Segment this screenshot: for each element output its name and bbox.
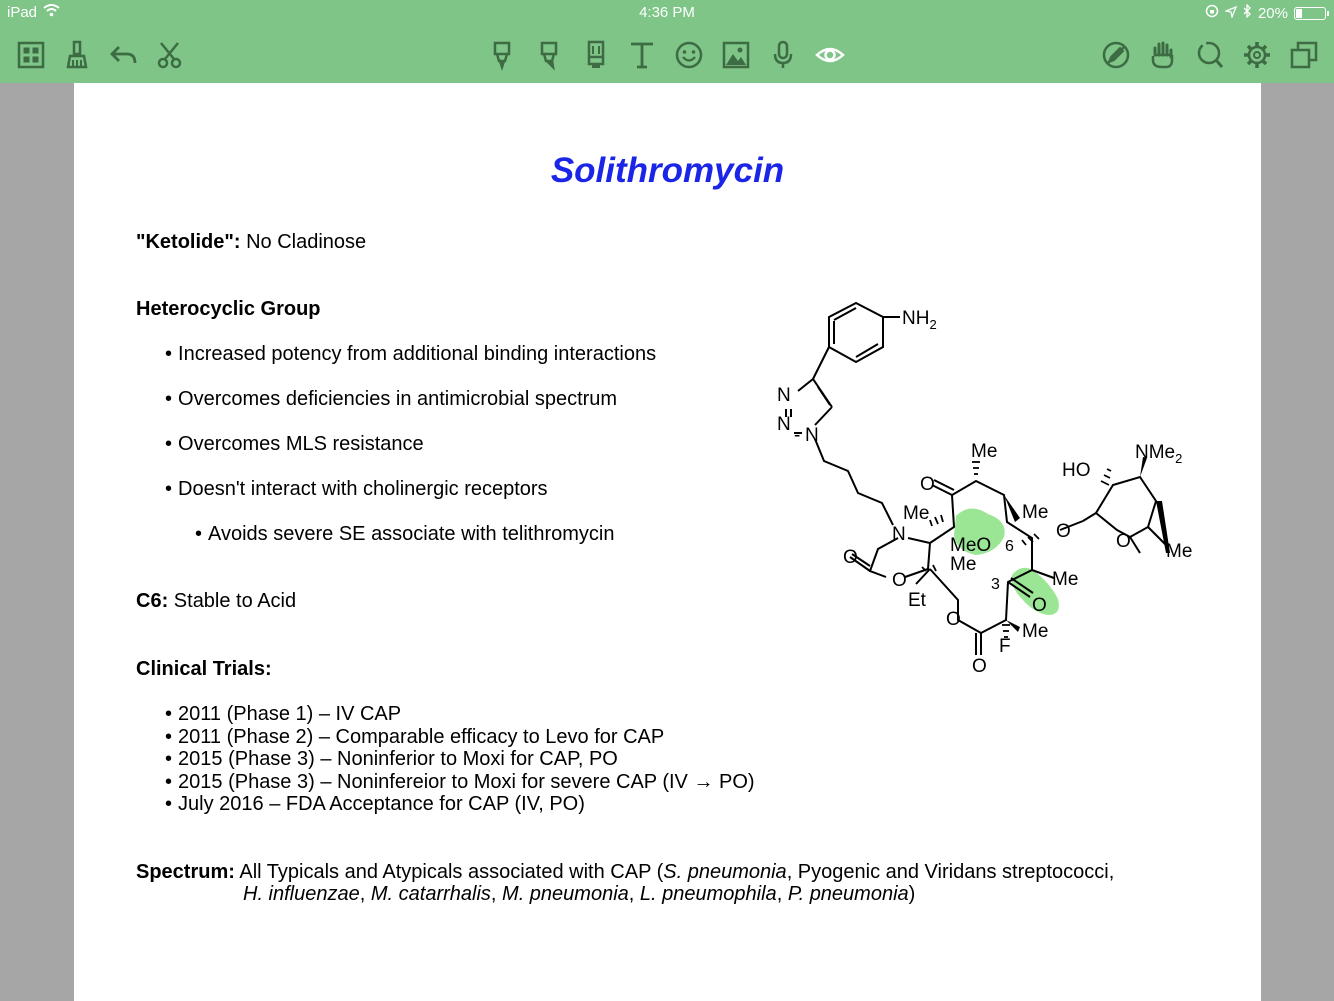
bullet-item: • Increased potency from additional binding interactions <box>165 343 656 366</box>
microphone-icon[interactable] <box>763 35 803 75</box>
sub-bullet-item: • Avoids severe SE associate with telithromycin <box>195 523 615 546</box>
ketolide-label: "Ketolide": <box>136 231 241 253</box>
label-f: F <box>999 636 1011 657</box>
label-me: Me <box>971 441 998 462</box>
settings-gear-icon[interactable] <box>1237 35 1277 75</box>
organism-h-influenzae: H. influenzae <box>243 883 360 905</box>
label-me: Me <box>903 503 930 524</box>
duplicate-pages-icon[interactable] <box>1284 35 1324 75</box>
label-o: O <box>1032 595 1047 616</box>
spectrum-line-2 <box>243 883 915 906</box>
label-n: N <box>892 524 906 545</box>
spectrum-label: Spectrum: <box>136 861 235 883</box>
label-o: O <box>972 656 987 675</box>
bluetooth-icon <box>1243 4 1252 22</box>
marker-icon[interactable] <box>576 35 616 75</box>
label-n: N <box>777 414 791 435</box>
organism-l-pneumophila: L. pneumophila <box>639 883 777 905</box>
trial-item: • 2015 (Phase 3) – Noninferior to Moxi for CAP, PO <box>165 748 618 771</box>
organism-p-pneumonia: P. pneumonia <box>787 883 909 905</box>
undo-icon[interactable] <box>103 35 143 75</box>
label-n: N <box>805 425 819 446</box>
trial-item: • 2015 (Phase 3) – Noninfereior to Moxi for severe CAP (IV → PO) <box>165 771 755 794</box>
scissors-icon[interactable] <box>150 35 190 75</box>
c6-text: Stable to Acid <box>168 590 297 612</box>
bullet-item: • Doesn't interact with cholinergic receptors <box>165 478 548 501</box>
bullet-item: • Overcomes deficiencies in antimicrobial spectrum <box>165 388 617 411</box>
label-me: Me <box>1166 541 1193 562</box>
document-page <box>74 83 1261 1001</box>
label-o: O <box>946 609 961 630</box>
organism-m-pneumonia: M. pneumonia <box>502 883 629 905</box>
bullet-item: • Overcomes MLS resistance <box>165 433 424 456</box>
label-me: Me <box>1022 502 1049 523</box>
organism-m-catarrhalis: M. catarrhalis <box>370 883 491 905</box>
label-3: 3 <box>991 576 1000 593</box>
c6-line <box>136 590 296 613</box>
spectrum-line-1 <box>136 861 1114 884</box>
close-paren: ) <box>908 883 916 905</box>
spectrum-text-1: All Typicals and Atypicals associated with CAP ( <box>234 861 664 883</box>
orientation-lock-icon <box>1205 4 1219 22</box>
ketolide-line <box>136 231 366 254</box>
lasso-icon[interactable] <box>1190 35 1230 75</box>
label-meo: MeO <box>950 535 992 556</box>
battery-percent: 20% <box>1257 4 1288 22</box>
label-nme2: NMe$_2$ <box>1135 442 1183 466</box>
trial-item: • 2011 (Phase 1) – IV CAP <box>165 703 401 726</box>
grid-icon[interactable] <box>11 35 51 75</box>
battery-icon <box>1294 7 1326 20</box>
hand-icon[interactable] <box>1143 35 1183 75</box>
label-o: O <box>892 570 907 591</box>
label-o: O <box>843 547 858 568</box>
label-me: Me <box>1022 621 1049 642</box>
label-me: Me <box>950 554 977 575</box>
label-nh2: $NH_2$ <box>902 308 937 332</box>
label-o: O <box>1116 531 1131 552</box>
label-me: Me <box>1052 569 1079 590</box>
image-icon[interactable] <box>716 35 756 75</box>
label-n: N <box>777 385 791 406</box>
device-label: iPad <box>7 4 38 21</box>
broom-icon[interactable] <box>57 35 97 75</box>
no-pencil-icon[interactable] <box>1096 35 1136 75</box>
emoji-icon[interactable] <box>669 35 709 75</box>
separator: , <box>359 883 371 905</box>
label-ho: HO <box>1062 460 1091 481</box>
eye-icon[interactable] <box>810 35 850 75</box>
organism-s-pneumonia: S. pneumonia <box>663 861 787 883</box>
highlighter-icon[interactable] <box>482 35 522 75</box>
separator: , <box>628 883 640 905</box>
toolbar <box>0 27 1334 83</box>
clock: 4:36 PM <box>639 4 695 21</box>
trial-item: • July 2016 – FDA Acceptance for CAP (IV, PO) <box>165 793 585 816</box>
ketolide-text: No Cladinose <box>240 231 367 253</box>
label-et: Et <box>908 590 926 611</box>
text-icon[interactable] <box>622 35 662 75</box>
spectrum-text-2: , Pyogenic and Viridans streptococci, <box>786 861 1115 883</box>
label-o: O <box>920 474 935 495</box>
label-6: 6 <box>1005 538 1014 555</box>
heterocyclic-heading: Heterocyclic Group <box>136 298 321 320</box>
separator: , <box>776 883 788 905</box>
label-o: O <box>1056 521 1071 542</box>
trial-item: • 2011 (Phase 2) – Comparable efficacy to Levo for CAP <box>165 726 664 749</box>
page-title: Solithromycin <box>550 151 785 190</box>
label-n: - <box>794 425 801 446</box>
status-bar <box>0 0 1334 27</box>
c6-label: C6: <box>136 590 169 612</box>
separator: , <box>490 883 503 905</box>
highlighter-2-icon[interactable] <box>529 35 569 75</box>
status-right <box>1205 4 1326 22</box>
location-icon <box>1225 5 1237 22</box>
solithromycin-structure <box>750 295 1210 675</box>
clinical-heading: Clinical Trials: <box>136 658 272 680</box>
